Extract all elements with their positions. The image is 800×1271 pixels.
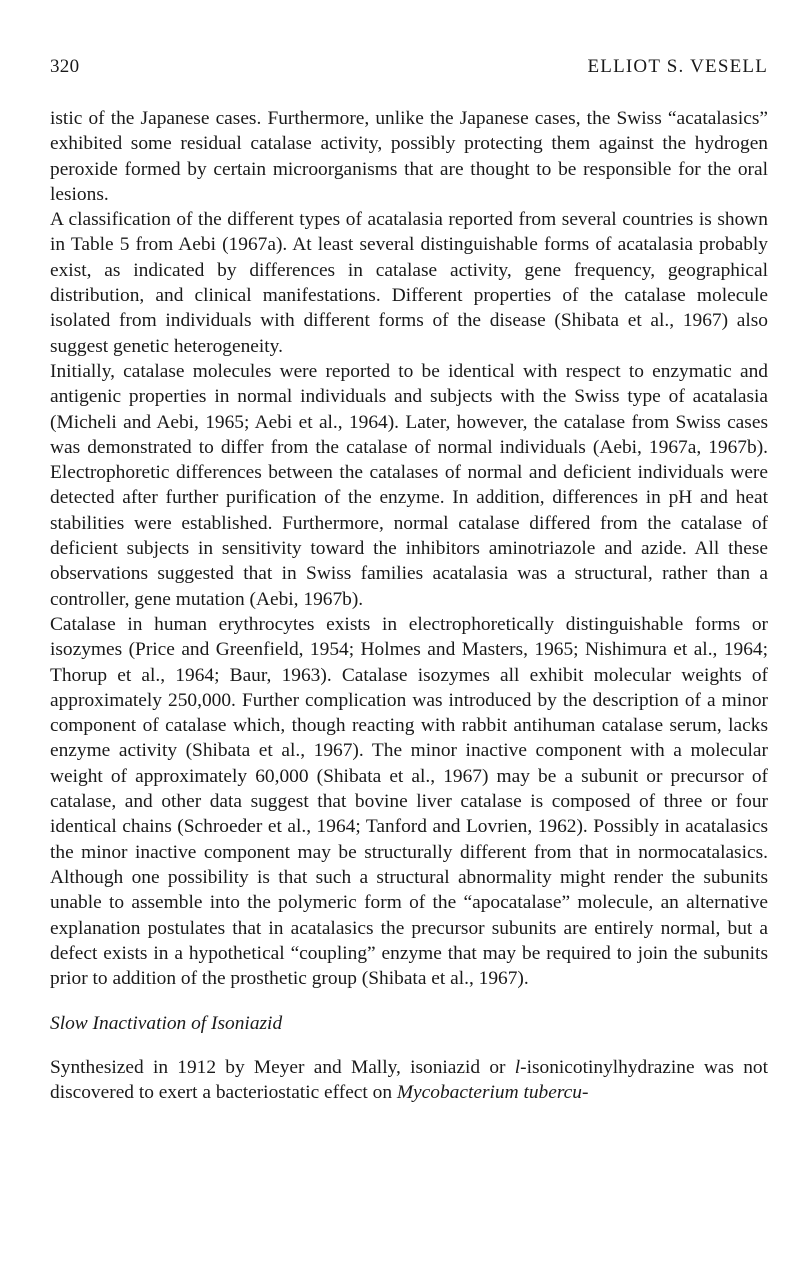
isoniazid-text-mid: -isonicotinylhydrazine was not discovered to exert a bacteriostatic effect on	[50, 1056, 768, 1103]
running-head	[50, 56, 768, 80]
section-heading: Slow Inactivation of Isoniazid	[50, 1013, 283, 1035]
page-number: 320	[50, 56, 80, 77]
isoniazid-italic-prefix: l	[514, 1056, 521, 1078]
paragraph-classification: A classification of the different types of acatalasia reported from several countries is shown in Table 5 from Aebi (1967a). At least several distinguishable forms of acatalasia probably exist, as indicated by differences in catalase activity, gene frequency, geographical distribution, and clinical manifestations. Different properties of the catalase molecule isolated from individuals with different forms of the disease (Shibata et al., 1967) also suggest genetic heterogeneity.	[50, 209, 768, 357]
paragraph-catalase-identity: Initially, catalase molecules were reported to be identical with respect to enzymatic and antigenic properties in normal individuals and subjects with the Swiss type of acatalasia (Micheli and Aebi, 1965; Aebi et al., 1964). Later, however, the catalase from Swiss cases was demonstrated to differ from the catalase of normal individuals (Aebi, 1967a, 1967b). Electrophoretic differences between the catalases of normal and deficient individuals were detected after further purification of the enzyme. In addition, differences in pH and heat stabilities were established. Furthermore, normal catalase differed from the catalase of deficient subjects in sensitivity toward the inhibitors aminotriazole and azide. All these observations suggested that in Swiss families acatalasia was a structural, rather than a controller, gene mutation (Aebi, 1967b).	[50, 360, 768, 610]
paragraph-continued: istic of the Japanese cases. Furthermore, unlike the Japanese cases, the Swiss “acatalasics” exhibited some residual catalase activity, possibly protecting them against the hydrogen peroxide formed by certain microorganisms that are thought to be responsible for the oral lesions.	[50, 108, 768, 205]
running-title: ELLIOT S. VESELL	[587, 56, 768, 77]
paragraph-isozymes: Catalase in human erythrocytes exists in electrophoretically distinguishable forms or isozymes (Price and Greenfield, 1954; Holmes and Masters, 1965; Nishimura et al., 1964; Thorup et al., 1964; Baur, 1963). Catalase isozymes all exhibit molecular weights of approximately 250,000. Further complication was introduced by the description of a minor component of catalase which, though reacting with rabbit antihuman catalase serum, lacks enzyme activity (Shibata et al., 1967). The minor inactive component with a molecular weight of approximately 60,000 (Shibata et al., 1967) may be a subunit or precursor of catalase, and other data suggest that bovine liver catalase is composed of three or four identical chains (Schroeder et al., 1964; Tanford and Lovrien, 1962). Possibly in acatalasics the minor inactive component may be structurally different from that in normocatalasics. Although one possibility is that such a structural abnormality might render the subunits unable to assemble into the polymeric form of the “apocatalase” molecule, an alternative explanation postulates that in acatalasics the precursor subunits are entirely normal, but a defect exists in a hypothetical “coupling” enzyme that may be required to join the subunits prior to addition of the prosthetic group (Shibata et al., 1967).	[50, 613, 768, 990]
isoniazid-organism: Mycobacterium tubercu-	[396, 1081, 589, 1103]
body-text	[50, 106, 768, 1105]
paragraph-isoniazid	[50, 1055, 768, 1106]
isoniazid-text-start: Synthesized in 1912 by Meyer and Mally, isoniazid or	[50, 1056, 515, 1078]
